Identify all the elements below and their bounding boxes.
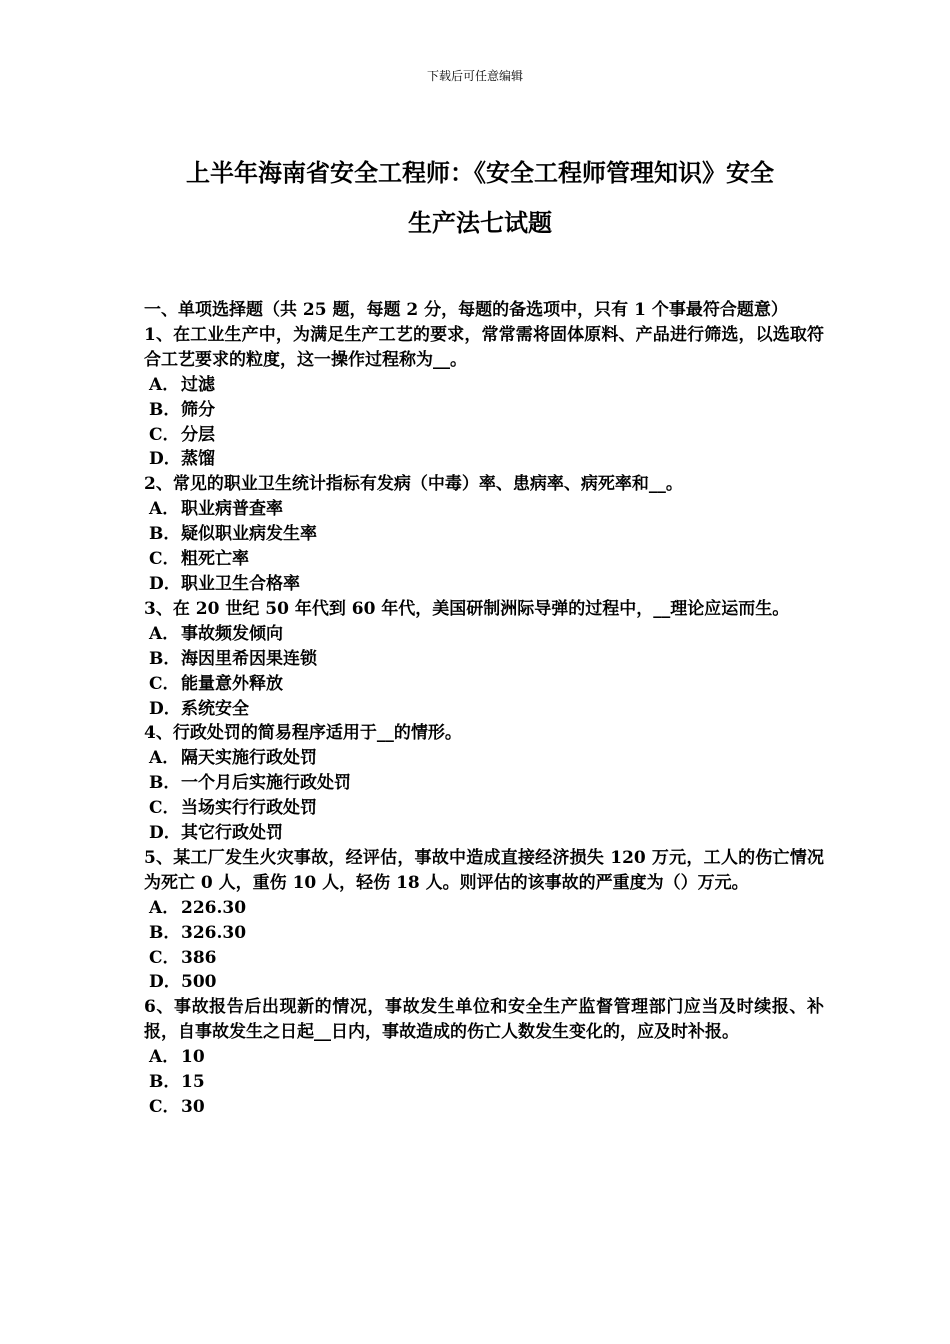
question-5 [144, 846, 824, 995]
option-letter: C． [149, 947, 180, 968]
option-letter: A． [149, 623, 180, 644]
option-d [144, 970, 824, 995]
option-a [144, 373, 824, 398]
option-letter: A． [149, 1047, 180, 1068]
question-1 [144, 323, 824, 472]
option-a [144, 896, 824, 921]
question-stem: 2、常见的职业卫生统计指标有发病（中毒）率、患病率、病死率和__。 [144, 474, 683, 495]
option-b [144, 771, 824, 796]
option-text: 分层 [181, 424, 215, 445]
question-stem: 4、行政处罚的简易程序适用于__的情形。 [144, 723, 462, 744]
option-letter: C． [149, 673, 180, 694]
option-c [144, 672, 824, 697]
title-line-1: 上半年海南省安全工程师：《安全工程师管理知识》安全 [186, 158, 774, 187]
option-b [144, 398, 824, 423]
option-text: 筛分 [181, 399, 215, 420]
option-letter: B． [149, 648, 181, 669]
option-text: 蒸馏 [181, 449, 215, 470]
section-heading: 一、单项选择题（共 25 题，每题 2 分，每题的备选项中，只有 1 个事最符合题意） [144, 300, 788, 320]
option-b [144, 921, 824, 946]
option-letter: D． [149, 449, 181, 470]
question-stem: 1、在工业生产中，为满足生产工艺的要求，常常需将固体原料、产品进行筛选，以选取符合工艺要求的粒度，这一操作过程称为__。 [144, 324, 824, 370]
option-letter: D． [149, 972, 181, 993]
option-letter: C． [149, 1097, 180, 1117]
option-text: 226.30 [181, 897, 247, 918]
option-d [144, 821, 824, 846]
option-letter: B． [149, 773, 181, 794]
option-letter: C． [149, 424, 180, 445]
question-6 [144, 995, 824, 1120]
option-c [144, 946, 824, 971]
option-letter: D． [149, 698, 181, 719]
option-text: 326.30 [181, 922, 247, 943]
option-text: 过滤 [181, 374, 215, 395]
option-text: 386 [181, 947, 217, 968]
option-text: 30 [181, 1097, 205, 1117]
question-4 [144, 721, 824, 846]
question-2 [144, 472, 824, 597]
option-text: 疑似职业病发生率 [181, 524, 317, 545]
option-text: 隔天实施行政处罚 [181, 748, 317, 769]
option-text: 职业病普查率 [181, 499, 283, 520]
option-text: 其它行政处罚 [181, 823, 283, 844]
option-text: 能量意外释放 [181, 673, 283, 694]
option-letter: D． [149, 823, 181, 844]
option-a [144, 497, 824, 522]
title-line-2: 生产法七试题 [408, 208, 552, 237]
option-letter: B． [149, 1072, 181, 1093]
option-text: 系统安全 [181, 698, 249, 719]
option-text: 当场实行行政处罚 [181, 798, 317, 819]
option-letter: B． [149, 922, 181, 943]
option-a [144, 622, 824, 647]
option-d [144, 447, 824, 472]
question-stem: 6、事故报告后出现新的情况，事故发生单位和安全生产监督管理部门应当及时续报、补报，自事故发生之日起__日内，事故造成的伤亡人数发生变化的，应及时补报。 [144, 997, 824, 1043]
document-body [144, 298, 824, 1120]
question-stem: 3、在 20 世纪 50 年代到 60 年代，美国研制洲际导弹的过程中，__理论应运而生。 [144, 598, 790, 619]
option-c [144, 796, 824, 821]
option-a [144, 746, 824, 771]
option-text: 粗死亡率 [181, 549, 249, 570]
option-text: 10 [181, 1047, 205, 1068]
option-text: 事故频发倾向 [181, 623, 283, 644]
option-text: 一个月后实施行政处罚 [181, 773, 351, 794]
option-text: 500 [181, 972, 217, 993]
option-d [144, 697, 824, 722]
option-d [144, 572, 824, 597]
option-letter: C． [149, 549, 180, 570]
option-text: 海因里希因果连锁 [181, 648, 317, 669]
option-text: 职业卫生合格率 [181, 573, 300, 594]
option-b [144, 522, 824, 547]
page-header-note: 下载后可任意编辑 [426, 69, 523, 83]
option-b [144, 647, 824, 672]
option-b [144, 1070, 824, 1095]
option-c [144, 423, 824, 448]
option-letter: C． [149, 798, 180, 819]
option-c [144, 547, 824, 572]
option-a [144, 1045, 824, 1070]
option-letter: B． [149, 524, 181, 545]
option-letter: D． [149, 573, 181, 594]
option-letter: A． [149, 897, 180, 918]
document-title [150, 148, 810, 248]
option-letter: A． [149, 374, 180, 395]
option-letter: B． [149, 399, 181, 420]
option-letter: A． [149, 748, 180, 769]
question-3 [144, 597, 824, 722]
option-letter: A． [149, 499, 180, 520]
option-text: 15 [181, 1072, 205, 1093]
question-stem: 5、某工厂发生火灾事故，经评估，事故中造成直接经济损失 120 万元，工人的伤亡情况为死亡 0 人，重伤 10 人，轻伤 18 人。则评估的该事故的严重度为（）万元。 [144, 847, 824, 893]
option-c [144, 1095, 824, 1120]
